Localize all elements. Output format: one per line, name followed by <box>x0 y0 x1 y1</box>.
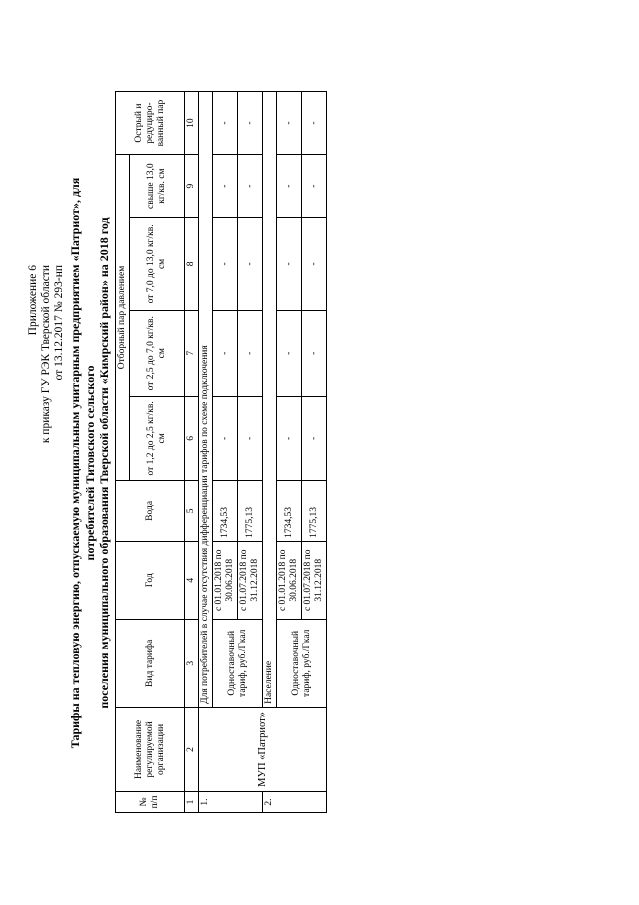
sharp-steam-value: - <box>276 91 301 154</box>
sharp-steam-value: - <box>301 91 326 154</box>
col-number: 7 <box>184 310 198 396</box>
header-sharp-steam: Острый и редуциро-ванный пар <box>115 91 184 154</box>
water-value: 1734,53 <box>212 480 237 541</box>
period-cell: с 01.07.2018 по 31.12.2018 <box>237 541 262 619</box>
col-number: 9 <box>184 154 198 217</box>
header-num: № п/п <box>115 791 184 812</box>
section-row <box>198 91 212 812</box>
header-org: Наименование регулируемой организации <box>115 707 184 791</box>
section-num: 1. <box>198 791 262 812</box>
rotated-content <box>20 43 620 863</box>
steam-value: - <box>237 396 262 480</box>
tariff-table <box>115 91 327 813</box>
header-steam-group: Отборный пар давлением <box>115 154 129 480</box>
col-number: 1 <box>184 791 198 812</box>
header-row-1 <box>115 91 129 812</box>
title-line-2: поселения муниципального образования Тверской области «Кимрский район» на 2018 год <box>96 216 111 709</box>
steam-value: - <box>237 310 262 396</box>
water-value: 1775,13 <box>237 480 262 541</box>
steam-value: - <box>212 396 237 480</box>
col-number: 4 <box>184 541 198 619</box>
steam-value: - <box>212 154 237 217</box>
sharp-steam-value: - <box>237 91 262 154</box>
col-number: 10 <box>184 91 198 154</box>
sharp-steam-value: - <box>212 91 237 154</box>
steam-value: - <box>276 154 301 217</box>
col-number: 3 <box>184 619 198 707</box>
column-number-row <box>184 91 198 812</box>
steam-value: - <box>237 154 262 217</box>
header-tariff-type: Вид тарифа <box>115 619 184 707</box>
appendix-block <box>27 265 66 505</box>
period-cell: с 01.01.2018 по 30.06.2018 <box>212 541 237 619</box>
steam-value: - <box>212 310 237 396</box>
tariff-type-cell: Одноставочный тариф, руб./Гкал <box>212 619 262 707</box>
steam-value: - <box>301 154 326 217</box>
section-row <box>262 91 276 812</box>
header-steam-3: от 7,0 до 13,0 кг/кв. см <box>129 217 184 309</box>
col-number: 2 <box>184 707 198 791</box>
steam-value: - <box>301 310 326 396</box>
table-row <box>276 91 301 812</box>
header-steam-2: от 2,5 до 7,0 кг/кв. см <box>129 310 184 396</box>
document-title <box>68 143 112 783</box>
col-number: 6 <box>184 396 198 480</box>
tariff-type-cell: Одноставочный тариф, руб./Гкал <box>276 619 326 707</box>
header-year: Год <box>115 541 184 619</box>
steam-value: - <box>276 310 301 396</box>
section-label: Для потребителей в случае отсутствия дифференциации тарифов по схеме подключения <box>198 91 212 707</box>
appendix-line-3: от 13.12.2017 № 293-нп <box>52 264 65 380</box>
period-cell: с 01.07.2018 по 31.12.2018 <box>301 541 326 619</box>
steam-value: - <box>301 217 326 309</box>
organization-name: МУП «Патриот» <box>198 707 326 791</box>
water-value: 1734,53 <box>276 480 301 541</box>
col-number: 8 <box>184 217 198 309</box>
section-label: Население <box>262 91 276 707</box>
header-steam-4: свыше 13,0 кг/кв. см <box>129 154 184 217</box>
appendix-line-1: Приложение 6 <box>26 264 39 335</box>
water-value: 1775,13 <box>301 480 326 541</box>
steam-value: - <box>237 217 262 309</box>
steam-value: - <box>212 217 237 309</box>
steam-value: - <box>301 396 326 480</box>
steam-value: - <box>276 217 301 309</box>
appendix-line-2: к приказу ГУ РЭК Тверской области <box>39 264 52 443</box>
section-num: 2. <box>262 791 326 812</box>
col-number: 5 <box>184 480 198 541</box>
header-water: Вода <box>115 480 184 541</box>
table-row <box>212 91 237 812</box>
period-cell: с 01.01.2018 по 30.06.2018 <box>276 541 301 619</box>
title-line-1: Тарифы на тепловую энергию, отпускаемую муниципальным унитарным предприятием «Патриот», для потребителей Титовского сельского <box>67 177 96 748</box>
header-steam-1: от 1,2 до 2,5 кг/кв. см <box>129 396 184 480</box>
steam-value: - <box>276 396 301 480</box>
